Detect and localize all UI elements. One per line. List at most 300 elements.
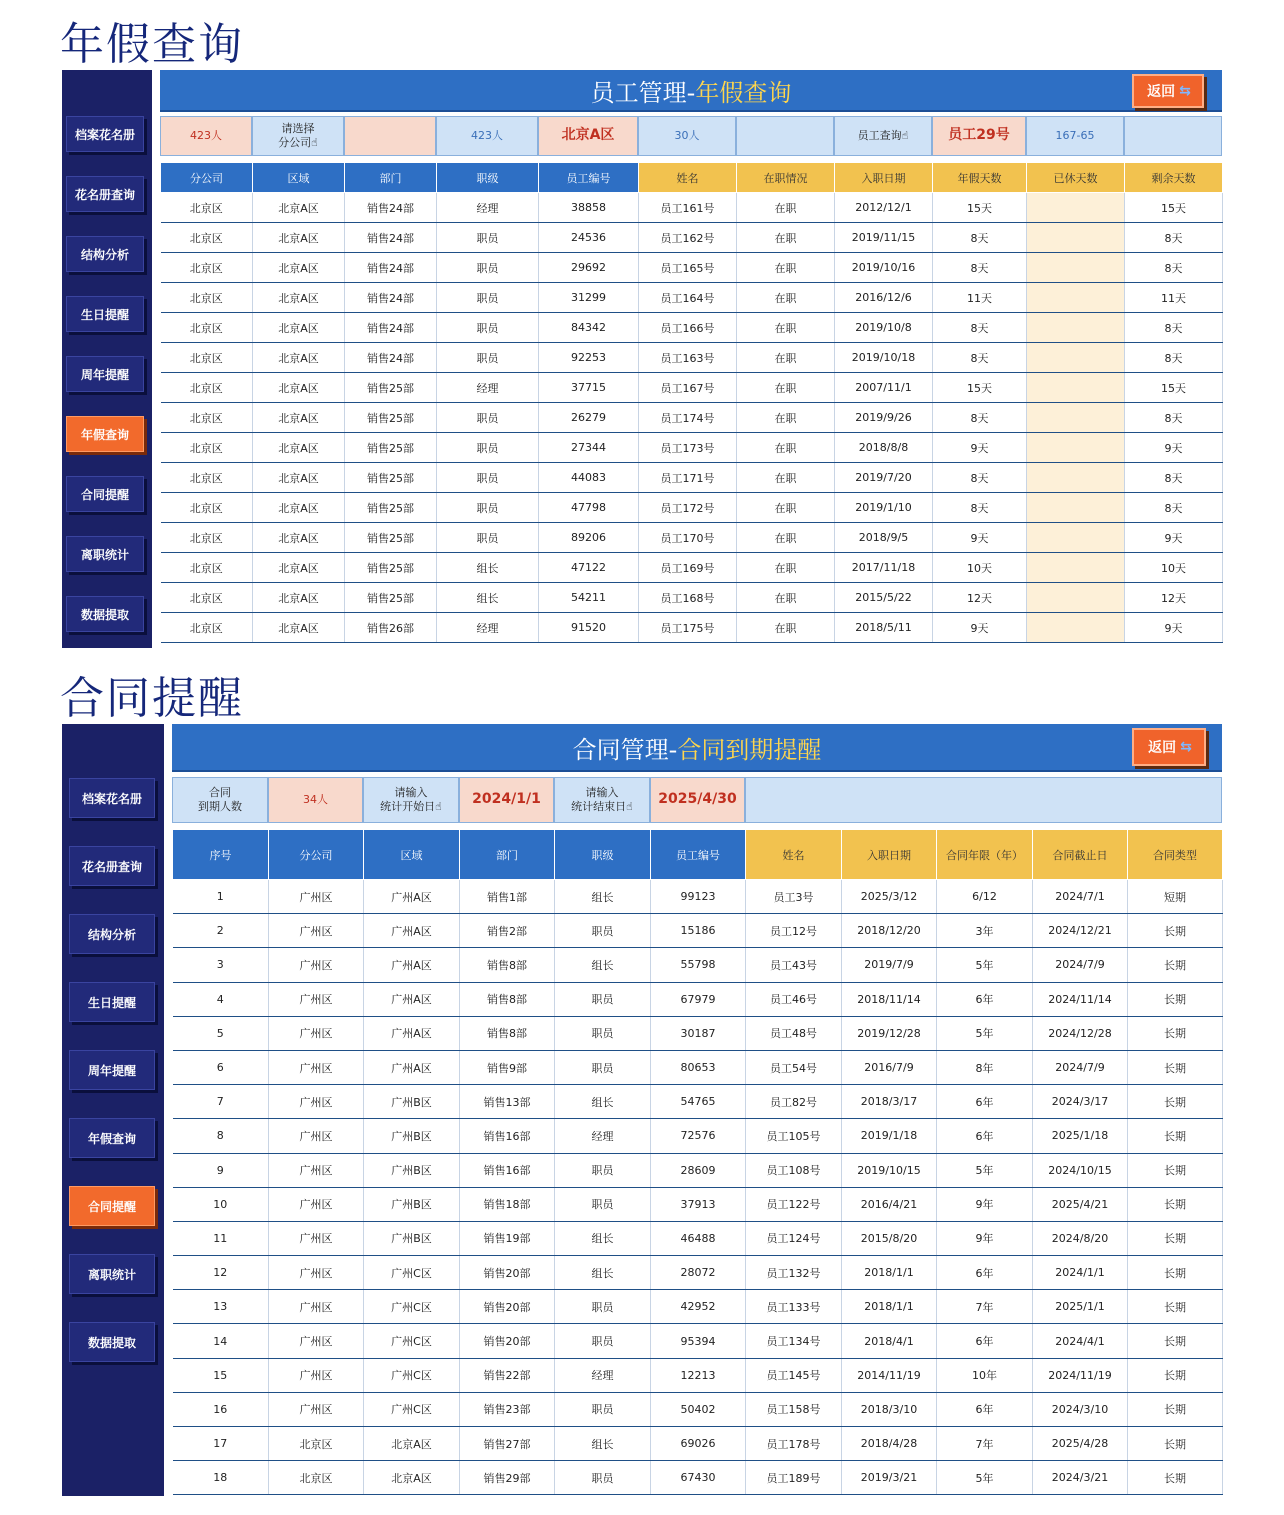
table-cell: 北京A区 — [364, 1427, 460, 1461]
table-cell: 9天 — [1125, 433, 1223, 463]
table-cell: 员工108号 — [746, 1153, 842, 1187]
table-cell: 13 — [173, 1290, 269, 1324]
table-cell: 销售25部 — [345, 493, 437, 523]
table-cell: 广州A区 — [364, 880, 460, 914]
table-cell: 84342 — [539, 313, 639, 343]
table-cell: 37715 — [539, 373, 639, 403]
info-text: 合同 到期人数 — [198, 786, 242, 813]
table-cell: 销售18部 — [460, 1187, 555, 1221]
table-cell: 3 — [173, 948, 269, 982]
table-cell: 3年 — [937, 914, 1033, 948]
table-cell: 8天 — [933, 493, 1027, 523]
table-cell: 9 — [173, 1153, 269, 1187]
table-cell: 组长 — [555, 1221, 651, 1255]
table-cell: 8天 — [933, 223, 1027, 253]
table-cell: 6年 — [937, 1119, 1033, 1153]
table-cell: 7年 — [937, 1427, 1033, 1461]
table-cell: 2019/11/15 — [835, 223, 933, 253]
table-cell: 2019/3/21 — [842, 1461, 937, 1495]
leave-table — [160, 162, 1223, 643]
table-cell: 在职 — [737, 193, 835, 223]
info-cell-1[interactable] — [252, 116, 344, 156]
table-cell: 2018/8/8 — [835, 433, 933, 463]
table-cell — [1027, 283, 1125, 313]
info-text: 423人 — [471, 129, 503, 143]
table-cell — [1027, 313, 1125, 343]
table-cell: 在职 — [737, 553, 835, 583]
nav-button-5[interactable]: 年假查询 — [66, 416, 144, 452]
table-cell: 广州区 — [269, 1256, 364, 1290]
table-cell: 11天 — [933, 283, 1027, 313]
info-cell-4[interactable] — [538, 116, 638, 156]
info-cell-3[interactable] — [459, 777, 554, 823]
column-header: 部门 — [345, 163, 437, 193]
table-cell: 销售2部 — [460, 914, 555, 948]
table-cell: 2024/12/21 — [1033, 914, 1128, 948]
table-cell: 北京区 — [161, 283, 253, 313]
table-cell: 北京A区 — [253, 493, 345, 523]
table-cell: 广州B区 — [364, 1187, 460, 1221]
table-cell: 销售25部 — [345, 433, 437, 463]
column-header: 姓名 — [746, 830, 842, 880]
table-row — [161, 313, 1223, 343]
table-cell: 广州区 — [269, 1324, 364, 1358]
table-cell: 69026 — [651, 1427, 746, 1461]
table-cell: 员工167号 — [639, 373, 737, 403]
table-cell: 1 — [173, 880, 269, 914]
table-cell: 长期 — [1128, 1050, 1223, 1084]
table-cell: 经理 — [437, 613, 539, 643]
table-cell: 在职 — [737, 343, 835, 373]
table-cell: 广州区 — [269, 1050, 364, 1084]
table-cell: 员工165号 — [639, 253, 737, 283]
table-row — [173, 1016, 1223, 1050]
table-cell: 2024/7/9 — [1033, 948, 1128, 982]
table-cell: 6年 — [937, 1392, 1033, 1426]
column-header: 姓名 — [639, 163, 737, 193]
table-row — [161, 583, 1223, 613]
table-cell: 广州C区 — [364, 1392, 460, 1426]
table-cell: 15天 — [933, 373, 1027, 403]
table-cell: 职员 — [555, 982, 651, 1016]
table-cell: 员工163号 — [639, 343, 737, 373]
table-cell: 销售25部 — [345, 373, 437, 403]
section-title-leave: 年假查询 — [60, 19, 244, 70]
column-header: 序号 — [173, 830, 269, 880]
table-cell: 北京区 — [161, 403, 253, 433]
table-cell: 销售22部 — [460, 1358, 555, 1392]
table-cell: 2018/3/17 — [842, 1085, 937, 1119]
table-cell: 员工158号 — [746, 1392, 842, 1426]
info-cell-6[interactable] — [736, 116, 834, 156]
table-cell: 销售20部 — [460, 1290, 555, 1324]
table-cell: 广州区 — [269, 914, 364, 948]
table-cell: 长期 — [1128, 1461, 1223, 1495]
table-cell: 职员 — [437, 253, 539, 283]
nav-button-0[interactable]: 档案花名册 — [69, 778, 155, 818]
table-cell: 2016/4/21 — [842, 1187, 937, 1221]
table-cell: 北京区 — [161, 553, 253, 583]
table-cell: 北京区 — [161, 493, 253, 523]
table-cell: 员工46号 — [746, 982, 842, 1016]
table-cell: 销售25部 — [345, 523, 437, 553]
table-cell: 广州C区 — [364, 1290, 460, 1324]
table-cell — [1027, 583, 1125, 613]
banner — [160, 70, 1222, 112]
table-cell: 员工48号 — [746, 1016, 842, 1050]
info-text: 34人 — [303, 793, 328, 807]
nav-button-7[interactable]: 离职统计 — [69, 1254, 155, 1294]
column-header: 区域 — [253, 163, 345, 193]
table-cell: 销售29部 — [460, 1461, 555, 1495]
nav-button-7[interactable]: 离职统计 — [66, 536, 144, 572]
table-cell: 销售20部 — [460, 1324, 555, 1358]
table-cell: 50402 — [651, 1392, 746, 1426]
column-header: 员工编号 — [651, 830, 746, 880]
table-cell: 2012/12/1 — [835, 193, 933, 223]
banner-prefix: 员工管理- — [590, 78, 696, 107]
table-cell: 长期 — [1128, 1085, 1223, 1119]
table-cell — [1027, 493, 1125, 523]
table-cell: 广州A区 — [364, 914, 460, 948]
table-cell: 2019/9/26 — [835, 403, 933, 433]
table-cell: 27344 — [539, 433, 639, 463]
table-cell: 销售24部 — [345, 343, 437, 373]
table-cell: 8年 — [937, 1050, 1033, 1084]
table-cell: 2018/3/10 — [842, 1392, 937, 1426]
table-cell: 北京区 — [161, 373, 253, 403]
table-cell: 长期 — [1128, 1221, 1223, 1255]
table-row — [173, 914, 1223, 948]
table-cell: 销售24部 — [345, 313, 437, 343]
table-row — [161, 343, 1223, 373]
table-cell: 组长 — [437, 583, 539, 613]
table-cell — [1027, 463, 1125, 493]
column-header: 合同类型 — [1128, 830, 1223, 880]
nav-button-6[interactable]: 合同提醒 — [69, 1186, 155, 1226]
nav-button-5[interactable]: 年假查询 — [69, 1118, 155, 1158]
table-cell: 2017/11/18 — [835, 553, 933, 583]
table-row — [161, 283, 1223, 313]
info-cell-2[interactable] — [344, 116, 436, 156]
table-cell: 在职 — [737, 223, 835, 253]
table-cell: 2025/3/12 — [842, 880, 937, 914]
table-cell: 职员 — [555, 1050, 651, 1084]
table-cell: 职员 — [555, 1153, 651, 1187]
table-cell: 6年 — [937, 982, 1033, 1016]
info-cell-2[interactable] — [363, 777, 459, 823]
table-row — [173, 1392, 1223, 1426]
table-cell: 北京A区 — [253, 613, 345, 643]
table-cell: 职员 — [555, 1324, 651, 1358]
table-cell: 2018/12/20 — [842, 914, 937, 948]
header-row — [173, 830, 1223, 880]
table-cell: 员工173号 — [639, 433, 737, 463]
table-cell: 9年 — [937, 1221, 1033, 1255]
nav-button-8[interactable]: 数据提取 — [66, 596, 144, 632]
info-cell-3 — [436, 116, 538, 156]
table-cell: 2024/4/1 — [1033, 1324, 1128, 1358]
table-cell: 91520 — [539, 613, 639, 643]
table-cell: 职员 — [555, 914, 651, 948]
table-cell: 在职 — [737, 283, 835, 313]
leave-query-panel — [62, 70, 1222, 648]
table-cell: 员工105号 — [746, 1119, 842, 1153]
table-cell: 89206 — [539, 523, 639, 553]
table-cell: 15天 — [933, 193, 1027, 223]
table-cell: 2 — [173, 914, 269, 948]
table-cell: 广州区 — [269, 1358, 364, 1392]
table-cell: 北京A区 — [364, 1461, 460, 1495]
table-cell: 17 — [173, 1427, 269, 1461]
info-cell-7[interactable] — [834, 116, 932, 156]
table-cell: 广州C区 — [364, 1324, 460, 1358]
table-cell: 北京区 — [161, 223, 253, 253]
table-cell: 37913 — [651, 1187, 746, 1221]
table-cell: 职员 — [437, 523, 539, 553]
table-cell: 广州区 — [269, 982, 364, 1016]
table-cell: 2025/1/18 — [1033, 1119, 1128, 1153]
table-cell: 员工124号 — [746, 1221, 842, 1255]
info-cell-0[interactable] — [172, 777, 268, 823]
info-cell-10[interactable] — [1124, 116, 1222, 156]
table-cell: 2015/5/22 — [835, 583, 933, 613]
table-cell: 广州A区 — [364, 1050, 460, 1084]
table-cell: 8天 — [933, 463, 1027, 493]
table-cell: 长期 — [1128, 1119, 1223, 1153]
column-header: 分公司 — [269, 830, 364, 880]
table-cell: 在职 — [737, 313, 835, 343]
table-cell: 广州区 — [269, 948, 364, 982]
table-cell: 15 — [173, 1358, 269, 1392]
nav-button-1[interactable]: 花名册查询 — [66, 176, 144, 212]
table-cell: 14 — [173, 1324, 269, 1358]
table-cell: 2018/9/5 — [835, 523, 933, 553]
table-cell: 销售25部 — [345, 463, 437, 493]
table-cell: 5年 — [937, 948, 1033, 982]
banner-prefix: 合同管理- — [572, 735, 678, 764]
column-header: 区域 — [364, 830, 460, 880]
table-cell — [1027, 553, 1125, 583]
table-row — [173, 1187, 1223, 1221]
table-cell: 9天 — [933, 523, 1027, 553]
info-cell-5 — [638, 116, 736, 156]
table-cell: 2018/4/28 — [842, 1427, 937, 1461]
table-cell: 在职 — [737, 493, 835, 523]
table-cell: 职员 — [555, 1461, 651, 1495]
table-cell: 72576 — [651, 1119, 746, 1153]
table-cell: 北京区 — [161, 613, 253, 643]
table-cell: 在职 — [737, 613, 835, 643]
info-cell-6[interactable] — [745, 777, 1222, 823]
nav-button-0[interactable]: 档案花名册 — [66, 116, 144, 152]
table-cell: 长期 — [1128, 1427, 1223, 1461]
table-row — [173, 1461, 1223, 1495]
table-cell: 职员 — [437, 403, 539, 433]
table-cell: 员工134号 — [746, 1324, 842, 1358]
back-label: 返回 — [1148, 740, 1177, 756]
contract-main — [172, 724, 1222, 1496]
table-row — [161, 523, 1223, 553]
table-cell: 2024/7/1 — [1033, 880, 1128, 914]
table-cell: 职员 — [555, 1290, 651, 1324]
table-cell: 长期 — [1128, 1016, 1223, 1050]
table-cell: 员工122号 — [746, 1187, 842, 1221]
table-cell: 长期 — [1128, 914, 1223, 948]
nav-button-6[interactable]: 合同提醒 — [66, 476, 144, 512]
table-cell: 广州B区 — [364, 1221, 460, 1255]
table-cell: 16 — [173, 1392, 269, 1426]
nav-button-4[interactable]: 周年提醒 — [66, 356, 144, 392]
back-button[interactable] — [1132, 74, 1204, 108]
table-cell: 55798 — [651, 948, 746, 982]
table-cell: 8 — [173, 1119, 269, 1153]
table-cell: 11 — [173, 1221, 269, 1255]
table-cell: 北京A区 — [253, 223, 345, 253]
table-cell: 2024/3/10 — [1033, 1392, 1128, 1426]
table-cell: 2016/12/6 — [835, 283, 933, 313]
info-text: 员工29号 — [948, 127, 1010, 144]
table-cell: 员工166号 — [639, 313, 737, 343]
table-cell: 92253 — [539, 343, 639, 373]
table-cell: 短期 — [1128, 880, 1223, 914]
table-cell: 销售25部 — [345, 553, 437, 583]
table-cell: 北京A区 — [253, 583, 345, 613]
back-label: 返回 — [1147, 84, 1176, 100]
table-cell: 28609 — [651, 1153, 746, 1187]
table-cell: 长期 — [1128, 1290, 1223, 1324]
back-button[interactable] — [1132, 728, 1206, 766]
table-cell: 广州区 — [269, 1290, 364, 1324]
table-cell: 10年 — [937, 1358, 1033, 1392]
contract-panel — [62, 724, 1222, 1496]
table-row — [161, 613, 1223, 643]
table-cell: 销售25部 — [345, 583, 437, 613]
table-cell: 广州A区 — [364, 948, 460, 982]
table-cell: 8天 — [1125, 253, 1223, 283]
nav-button-2[interactable]: 结构分析 — [69, 914, 155, 954]
table-cell: 职员 — [437, 313, 539, 343]
table-cell: 员工178号 — [746, 1427, 842, 1461]
table-row — [173, 1427, 1223, 1461]
table-row — [161, 223, 1223, 253]
table-cell: 北京区 — [161, 343, 253, 373]
table-cell: 44083 — [539, 463, 639, 493]
info-cell-8[interactable] — [932, 116, 1026, 156]
table-row — [161, 403, 1223, 433]
nav-button-1[interactable]: 花名册查询 — [69, 846, 155, 886]
info-bar — [160, 116, 1222, 156]
table-cell: 42952 — [651, 1290, 746, 1324]
table-cell: 销售8部 — [460, 1016, 555, 1050]
column-header: 剩余天数 — [1125, 163, 1223, 193]
table-row — [173, 880, 1223, 914]
nav-button-4[interactable]: 周年提醒 — [69, 1050, 155, 1090]
table-cell: 6 — [173, 1050, 269, 1084]
table-cell: 4 — [173, 982, 269, 1016]
nav-button-3[interactable]: 生日提醒 — [69, 982, 155, 1022]
table-cell: 广州C区 — [364, 1256, 460, 1290]
table-cell: 员工54号 — [746, 1050, 842, 1084]
table-cell: 员工132号 — [746, 1256, 842, 1290]
table-cell: 31299 — [539, 283, 639, 313]
table-cell: 2024/3/17 — [1033, 1085, 1128, 1119]
sidebar — [62, 70, 152, 648]
table-cell: 38858 — [539, 193, 639, 223]
table-cell: 员工82号 — [746, 1085, 842, 1119]
column-header: 入职日期 — [835, 163, 933, 193]
table-row — [173, 1119, 1223, 1153]
column-header: 分公司 — [161, 163, 253, 193]
table-cell: 9天 — [1125, 523, 1223, 553]
nav-button-3[interactable]: 生日提醒 — [66, 296, 144, 332]
table-cell: 广州区 — [269, 880, 364, 914]
table-cell: 职员 — [555, 1016, 651, 1050]
table-cell: 6年 — [937, 1324, 1033, 1358]
table-cell: 销售9部 — [460, 1050, 555, 1084]
table-cell — [1027, 373, 1125, 403]
table-cell: 2018/1/1 — [842, 1290, 937, 1324]
table-cell: 8天 — [933, 253, 1027, 283]
table-row — [173, 1050, 1223, 1084]
table-row — [161, 493, 1223, 523]
info-text: 北京A区 — [561, 127, 615, 144]
leave-main — [160, 70, 1222, 648]
table-cell: 北京区 — [161, 463, 253, 493]
table-cell: 员工189号 — [746, 1461, 842, 1495]
table-cell: 员工133号 — [746, 1290, 842, 1324]
table-cell — [1027, 253, 1125, 283]
table-cell: 经理 — [555, 1119, 651, 1153]
table-cell — [1027, 343, 1125, 373]
table-cell: 29692 — [539, 253, 639, 283]
table-cell: 销售27部 — [460, 1427, 555, 1461]
table-cell: 北京A区 — [253, 283, 345, 313]
column-header: 职级 — [555, 830, 651, 880]
table-cell: 2019/12/28 — [842, 1016, 937, 1050]
table-cell: 员工43号 — [746, 948, 842, 982]
table-cell: 广州A区 — [364, 982, 460, 1016]
table-cell: 在职 — [737, 583, 835, 613]
nav-button-8[interactable]: 数据提取 — [69, 1322, 155, 1362]
table-cell: 员工168号 — [639, 583, 737, 613]
info-cell-4[interactable] — [554, 777, 650, 823]
table-cell: 8天 — [933, 313, 1027, 343]
table-cell: 5 — [173, 1016, 269, 1050]
table-cell: 47122 — [539, 553, 639, 583]
nav-button-2[interactable]: 结构分析 — [66, 236, 144, 272]
table-cell: 6年 — [937, 1085, 1033, 1119]
info-cell-1[interactable] — [268, 777, 363, 823]
table-row — [161, 433, 1223, 463]
table-cell: 广州B区 — [364, 1119, 460, 1153]
table-cell: 8天 — [1125, 493, 1223, 523]
table-cell: 长期 — [1128, 1256, 1223, 1290]
table-cell: 47798 — [539, 493, 639, 523]
table-cell: 在职 — [737, 463, 835, 493]
table-cell: 80653 — [651, 1050, 746, 1084]
table-cell: 销售20部 — [460, 1256, 555, 1290]
table-cell: 5年 — [937, 1461, 1033, 1495]
table-cell: 10天 — [933, 553, 1027, 583]
info-cell-0[interactable] — [160, 116, 252, 156]
info-cell-5[interactable] — [650, 777, 745, 823]
table-cell: 销售1部 — [460, 880, 555, 914]
table-cell: 2024/3/21 — [1033, 1461, 1128, 1495]
table-cell: 北京区 — [161, 433, 253, 463]
table-cell: 30187 — [651, 1016, 746, 1050]
table-cell: 职员 — [555, 1187, 651, 1221]
